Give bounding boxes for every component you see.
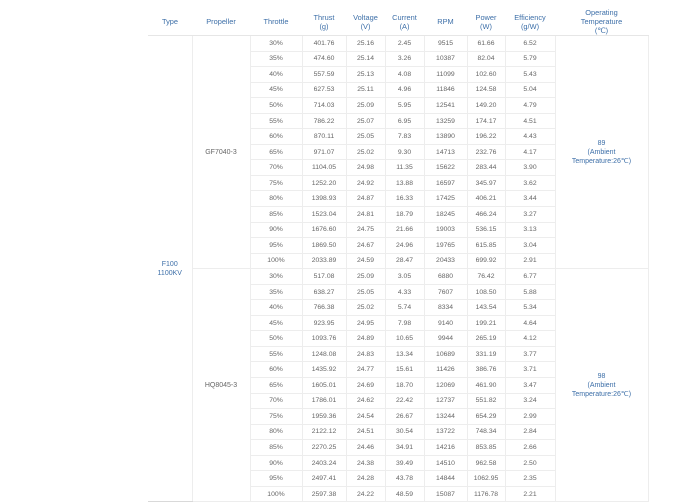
rpm-cell: 14510 [424,455,467,471]
throttle-cell: 40% [250,300,302,316]
efficiency-cell: 6.77 [505,269,555,285]
rpm-cell: 13722 [424,424,467,440]
header-voltage: Voltage (V) [346,8,385,36]
thrust-cell: 401.76 [302,36,346,52]
current-cell: 43.78 [385,471,424,487]
throttle-cell: 90% [250,222,302,238]
throttle-cell: 70% [250,160,302,176]
power-cell: 386.76 [467,362,505,378]
current-cell: 4.33 [385,284,424,300]
table-row [148,269,648,285]
efficiency-cell: 3.77 [505,346,555,362]
current-cell: 4.08 [385,67,424,83]
throttle-cell: 60% [250,362,302,378]
rpm-cell: 9944 [424,331,467,347]
power-cell: 102.60 [467,67,505,83]
voltage-cell: 24.83 [346,346,385,362]
power-cell: 76.42 [467,269,505,285]
header-power: Power (W) [467,8,505,36]
power-cell: 1062.95 [467,471,505,487]
current-cell: 7.83 [385,129,424,145]
rpm-cell: 20433 [424,253,467,269]
throttle-cell: 35% [250,51,302,67]
thrust-cell: 1398.93 [302,191,346,207]
efficiency-cell: 2.99 [505,409,555,425]
table-header [148,8,648,36]
efficiency-cell: 4.79 [505,98,555,114]
efficiency-cell: 5.34 [505,300,555,316]
throttle-cell: 85% [250,440,302,456]
voltage-cell: 24.51 [346,424,385,440]
efficiency-cell: 3.62 [505,175,555,191]
header-throttle: Throttle [250,8,302,36]
rpm-cell: 13244 [424,409,467,425]
voltage-cell: 24.69 [346,378,385,394]
efficiency-cell: 3.47 [505,378,555,394]
thrust-cell: 2403.24 [302,455,346,471]
current-cell: 28.47 [385,253,424,269]
current-cell: 22.42 [385,393,424,409]
thrust-cell: 1605.01 [302,378,346,394]
voltage-cell: 25.09 [346,269,385,285]
voltage-cell: 24.62 [346,393,385,409]
current-cell: 5.95 [385,98,424,114]
thrust-cell: 1786.01 [302,393,346,409]
efficiency-cell: 6.52 [505,36,555,52]
temperature-cell: 98 (Ambient Temperature:26℃) [555,269,648,502]
voltage-cell: 25.09 [346,98,385,114]
efficiency-cell: 4.12 [505,331,555,347]
thrust-cell: 1869.50 [302,238,346,254]
thrust-cell: 1104.05 [302,160,346,176]
current-cell: 39.49 [385,455,424,471]
efficiency-cell: 5.43 [505,67,555,83]
voltage-cell: 24.98 [346,160,385,176]
rpm-cell: 10689 [424,346,467,362]
rpm-cell: 7607 [424,284,467,300]
voltage-cell: 25.13 [346,67,385,83]
thrust-cell: 1523.04 [302,207,346,223]
thrust-cell: 766.38 [302,300,346,316]
throttle-cell: 85% [250,207,302,223]
throttle-cell: 50% [250,98,302,114]
rpm-cell: 14713 [424,144,467,160]
rpm-cell: 12069 [424,378,467,394]
throttle-cell: 60% [250,129,302,145]
efficiency-cell: 3.27 [505,207,555,223]
power-cell: 199.21 [467,315,505,331]
power-cell: 174.17 [467,113,505,129]
efficiency-cell: 2.91 [505,253,555,269]
thrust-cell: 971.07 [302,144,346,160]
voltage-cell: 25.05 [346,129,385,145]
voltage-cell: 24.59 [346,253,385,269]
rpm-cell: 10387 [424,51,467,67]
efficiency-cell: 3.90 [505,160,555,176]
current-cell: 3.26 [385,51,424,67]
voltage-cell: 24.46 [346,440,385,456]
rpm-cell: 11099 [424,67,467,83]
voltage-cell: 24.67 [346,238,385,254]
thrust-cell: 1248.08 [302,346,346,362]
power-cell: 61.66 [467,36,505,52]
current-cell: 24.96 [385,238,424,254]
table-body [148,36,648,502]
thrust-cell: 2597.38 [302,486,346,502]
power-cell: 232.76 [467,144,505,160]
thrust-cell: 638.27 [302,284,346,300]
rpm-cell: 15622 [424,160,467,176]
power-cell: 82.04 [467,51,505,67]
power-cell: 551.82 [467,393,505,409]
efficiency-cell: 4.43 [505,129,555,145]
rpm-cell: 19765 [424,238,467,254]
throttle-cell: 75% [250,409,302,425]
power-cell: 466.24 [467,207,505,223]
voltage-cell: 25.16 [346,36,385,52]
throttle-cell: 35% [250,284,302,300]
throttle-cell: 45% [250,82,302,98]
throttle-cell: 95% [250,238,302,254]
throttle-cell: 100% [250,253,302,269]
voltage-cell: 24.87 [346,191,385,207]
voltage-cell: 25.14 [346,51,385,67]
current-cell: 18.70 [385,378,424,394]
header-efficiency: Efficiency (g/W) [505,8,555,36]
power-cell: 265.19 [467,331,505,347]
efficiency-cell: 2.35 [505,471,555,487]
power-cell: 748.34 [467,424,505,440]
current-cell: 26.67 [385,409,424,425]
efficiency-cell: 3.44 [505,191,555,207]
power-cell: 536.15 [467,222,505,238]
current-cell: 2.45 [385,36,424,52]
throttle-cell: 55% [250,346,302,362]
throttle-cell: 30% [250,36,302,52]
current-cell: 11.35 [385,160,424,176]
throttle-cell: 30% [250,269,302,285]
rpm-cell: 6880 [424,269,467,285]
power-cell: 654.29 [467,409,505,425]
efficiency-cell: 2.21 [505,486,555,502]
throttle-cell: 55% [250,113,302,129]
voltage-cell: 25.11 [346,82,385,98]
thrust-cell: 2270.25 [302,440,346,456]
current-cell: 21.66 [385,222,424,238]
throttle-cell: 45% [250,315,302,331]
rpm-cell: 14844 [424,471,467,487]
current-cell: 13.34 [385,346,424,362]
header-temperature: Operating Temperature (℃) [555,8,648,36]
throttle-cell: 80% [250,424,302,440]
voltage-cell: 24.38 [346,455,385,471]
thrust-cell: 786.22 [302,113,346,129]
power-cell: 149.20 [467,98,505,114]
thrust-cell: 1435.92 [302,362,346,378]
rpm-cell: 11846 [424,82,467,98]
voltage-cell: 24.95 [346,315,385,331]
voltage-cell: 24.28 [346,471,385,487]
table-row [148,36,648,52]
throttle-cell: 50% [250,331,302,347]
current-cell: 6.95 [385,113,424,129]
thrust-cell: 1252.20 [302,175,346,191]
header-type: Type [148,8,192,36]
power-cell: 615.85 [467,238,505,254]
power-cell: 108.50 [467,284,505,300]
throttle-cell: 70% [250,393,302,409]
power-cell: 196.22 [467,129,505,145]
rpm-cell: 12737 [424,393,467,409]
voltage-cell: 24.92 [346,175,385,191]
propeller-cell: GF7040-3 [192,36,250,269]
thrust-cell: 1676.60 [302,222,346,238]
motor-test-table [148,8,649,502]
power-cell: 1176.78 [467,486,505,502]
efficiency-cell: 5.04 [505,82,555,98]
efficiency-cell: 5.88 [505,284,555,300]
rpm-cell: 16597 [424,175,467,191]
power-cell: 345.97 [467,175,505,191]
throttle-cell: 80% [250,191,302,207]
throttle-cell: 65% [250,378,302,394]
current-cell: 15.61 [385,362,424,378]
voltage-cell: 25.07 [346,113,385,129]
header-thrust: Thrust (g) [302,8,346,36]
efficiency-cell: 4.64 [505,315,555,331]
header-propeller: Propeller [192,8,250,36]
voltage-cell: 25.02 [346,300,385,316]
efficiency-cell: 3.71 [505,362,555,378]
rpm-cell: 13259 [424,113,467,129]
efficiency-cell: 2.66 [505,440,555,456]
voltage-cell: 25.05 [346,284,385,300]
current-cell: 13.88 [385,175,424,191]
thrust-cell: 923.95 [302,315,346,331]
thrust-cell: 2497.41 [302,471,346,487]
header-rpm: RPM [424,8,467,36]
efficiency-cell: 4.51 [505,113,555,129]
power-cell: 853.85 [467,440,505,456]
thrust-cell: 627.53 [302,82,346,98]
current-cell: 16.33 [385,191,424,207]
voltage-cell: 24.75 [346,222,385,238]
rpm-cell: 9140 [424,315,467,331]
rpm-cell: 17425 [424,191,467,207]
temperature-cell: 89 (Ambient Temperature:26℃) [555,36,648,269]
current-cell: 3.05 [385,269,424,285]
voltage-cell: 24.77 [346,362,385,378]
rpm-cell: 15087 [424,486,467,502]
current-cell: 9.30 [385,144,424,160]
thrust-cell: 517.08 [302,269,346,285]
rpm-cell: 11426 [424,362,467,378]
rpm-cell: 18245 [424,207,467,223]
efficiency-cell: 2.50 [505,455,555,471]
power-cell: 124.58 [467,82,505,98]
power-cell: 331.19 [467,346,505,362]
current-cell: 34.91 [385,440,424,456]
voltage-cell: 25.02 [346,144,385,160]
rpm-cell: 9515 [424,36,467,52]
current-cell: 48.59 [385,486,424,502]
efficiency-cell: 2.84 [505,424,555,440]
propeller-cell: HQ8045-3 [192,269,250,502]
current-cell: 10.65 [385,331,424,347]
current-cell: 5.74 [385,300,424,316]
thrust-cell: 1093.76 [302,331,346,347]
power-cell: 699.92 [467,253,505,269]
current-cell: 4.96 [385,82,424,98]
rpm-cell: 8334 [424,300,467,316]
current-cell: 18.79 [385,207,424,223]
voltage-cell: 24.22 [346,486,385,502]
header-current: Current (A) [385,8,424,36]
thrust-cell: 2122.12 [302,424,346,440]
efficiency-cell: 3.04 [505,238,555,254]
thrust-cell: 2033.89 [302,253,346,269]
efficiency-cell: 3.24 [505,393,555,409]
power-cell: 461.90 [467,378,505,394]
throttle-cell: 65% [250,144,302,160]
rpm-cell: 19003 [424,222,467,238]
voltage-cell: 24.81 [346,207,385,223]
rpm-cell: 14216 [424,440,467,456]
throttle-cell: 90% [250,455,302,471]
throttle-cell: 40% [250,67,302,83]
rpm-cell: 12541 [424,98,467,114]
thrust-cell: 714.03 [302,98,346,114]
thrust-cell: 474.60 [302,51,346,67]
power-cell: 962.58 [467,455,505,471]
efficiency-cell: 4.17 [505,144,555,160]
thrust-cell: 1959.36 [302,409,346,425]
efficiency-cell: 3.13 [505,222,555,238]
throttle-cell: 100% [250,486,302,502]
current-cell: 30.54 [385,424,424,440]
voltage-cell: 24.89 [346,331,385,347]
throttle-cell: 75% [250,175,302,191]
power-cell: 406.21 [467,191,505,207]
power-cell: 283.44 [467,160,505,176]
motor-type-cell: F100 1100KV [148,36,192,502]
current-cell: 7.98 [385,315,424,331]
thrust-cell: 557.59 [302,67,346,83]
throttle-cell: 95% [250,471,302,487]
efficiency-cell: 5.79 [505,51,555,67]
rpm-cell: 13890 [424,129,467,145]
voltage-cell: 24.54 [346,409,385,425]
thrust-cell: 870.11 [302,129,346,145]
power-cell: 143.54 [467,300,505,316]
